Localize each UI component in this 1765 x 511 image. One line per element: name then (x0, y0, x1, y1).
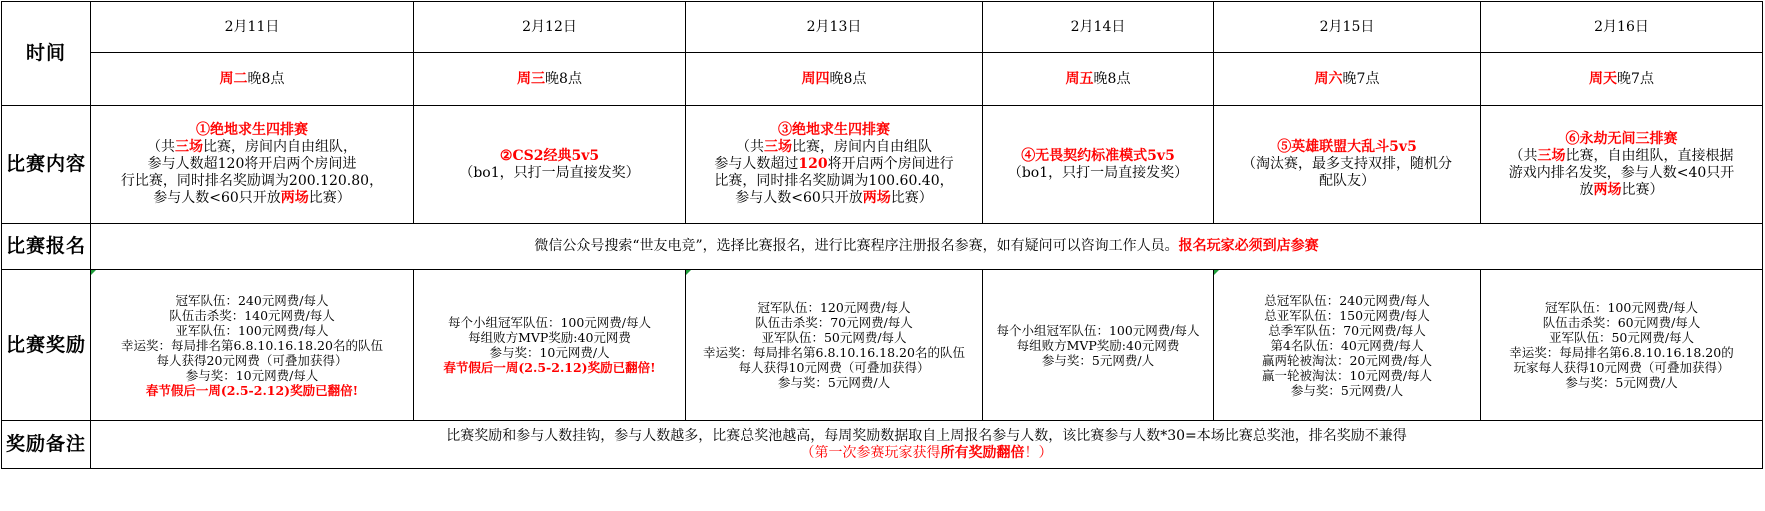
hour: 晚8点 (829, 70, 867, 87)
reward-line: 赢两轮被淘汰：20元网费/每人 (1261, 352, 1433, 368)
desc-highlight: 三场 (1537, 147, 1566, 164)
reward-line: 总季军队伍：70元网费/每人 (1268, 322, 1426, 338)
reward-line: 每人获得10元网费（可叠加获得） (738, 360, 930, 375)
date-cell: 2月14日 (983, 2, 1214, 53)
reward-line: 总亚军队伍：150元网费/每人 (1264, 307, 1430, 323)
match-title: ⑥永劫无间三排赛 (1565, 130, 1678, 147)
weekday: 周三 (517, 70, 546, 87)
desc-text: （共 (1509, 147, 1538, 164)
notes-line (93, 445, 1760, 462)
reward-line: 幸运奖：每局排名第6.8.10.16.18.20名的队伍 (121, 337, 383, 353)
hour: 晚7点 (1342, 70, 1380, 87)
desc-highlight: 120 (798, 156, 828, 172)
date-cell: 2月13日 (686, 2, 983, 53)
notes-cell (91, 421, 1763, 469)
reward-line: 每组败方MVP奖励:40元网费 (1016, 337, 1180, 353)
reward-line: 参与奖：5元网费/人 (1565, 375, 1678, 390)
hour: 晚8点 (1093, 70, 1131, 87)
reward-line: 参与奖：5元网费/人 (777, 375, 891, 390)
desc-text: 参与人数<60只开放 (735, 190, 863, 206)
desc-text: 比赛，房间内自由组队 (792, 139, 932, 155)
date-cell: 2月11日 (91, 2, 414, 53)
reward-line: 冠军队伍：120元网费/每人 (757, 300, 911, 315)
notes-text: ！） (1024, 444, 1053, 461)
content-cell (414, 106, 686, 224)
desc-text: 比赛） (890, 190, 933, 206)
time-cell (1214, 53, 1481, 106)
reward-cell (1214, 270, 1481, 421)
match-title: ⑤英雄联盟大乱斗5v5 (1277, 139, 1417, 155)
reward-line: 队伍击杀奖：70元网费/每人 (755, 315, 913, 330)
signup-text: 微信公众号搜索“世友电竞”，选择比赛报名，进行比赛程序注册报名参赛，如有疑问可以咨询工作人员。 (534, 238, 1179, 254)
reward-line: 冠军队伍：240元网费/每人 (175, 292, 329, 308)
notes-row (2, 421, 1763, 469)
desc-line (1483, 148, 1760, 165)
reward-cell (414, 270, 686, 421)
time-cell (1481, 53, 1763, 106)
desc-line: 游戏内排名发奖，参与人数<40只开 (1508, 164, 1735, 181)
notes-line: 比赛奖励和参与人数挂钩，参与人数越多，比赛总奖池越高，每周奖励数据取自上周报名参与人数，该比赛参与人数*30=本场比赛总奖池，排名奖励不兼得 (446, 427, 1407, 444)
reward-cell (1481, 270, 1763, 421)
date-cell: 2月12日 (414, 2, 686, 53)
desc-line: （淘汰赛，最多支持双排，随机分 (1242, 156, 1452, 172)
signup-label: 比赛报名 (2, 224, 91, 270)
signup-cell (91, 224, 1763, 270)
hour: 晚8点 (545, 70, 582, 87)
match-title: ④无畏契约标准模式5v5 (1021, 147, 1175, 164)
date-cell: 2月16日 (1481, 2, 1763, 53)
match-title: ②CS2经典5v5 (499, 147, 600, 164)
desc-text: 放 (1579, 181, 1594, 198)
reward-cell (686, 270, 983, 421)
reward-line: 亚军队伍：50元网费/每人 (1548, 330, 1695, 345)
content-row (2, 106, 1763, 224)
weekday: 周二 (219, 70, 248, 87)
weekday: 周六 (1314, 70, 1343, 87)
reward-line: 冠军队伍：100元网费/每人 (1544, 300, 1699, 315)
reward-line: 参与奖：5元网费/人 (1041, 352, 1155, 368)
match-title: ③绝地求生四排赛 (778, 122, 890, 138)
reward-line: 亚军队伍：50元网费/每人 (761, 330, 907, 345)
reward-line: 每个小组冠军队伍：100元网费/每人 (996, 322, 1200, 338)
desc-line: （bo1，只打一局直接发奖） (1007, 164, 1189, 181)
rewards-row (2, 270, 1763, 421)
reward-line: 玩家每人获得10元网费（可叠加获得） (1513, 360, 1730, 375)
desc-line (93, 139, 411, 156)
match-title: ①绝地求生四排赛 (196, 122, 308, 138)
desc-highlight: 三场 (764, 139, 792, 155)
reward-line: 赢一轮被淘汰：10元网费/每人 (1261, 367, 1433, 383)
desc-line (688, 190, 980, 207)
desc-line (688, 156, 980, 173)
desc-highlight: 三场 (175, 139, 203, 155)
hour: 晚7点 (1617, 70, 1654, 87)
desc-line: 参与人数超120将开启两个房间进 (147, 156, 357, 172)
reward-bonus-note: 春节假后一周(2.5-2.12)奖励已翻倍! (443, 360, 656, 375)
weekday: 周四 (801, 70, 830, 87)
content-label: 比赛内容 (2, 106, 91, 224)
desc-text: （共 (736, 139, 764, 155)
time-cell (91, 53, 414, 106)
signup-row (2, 224, 1763, 270)
desc-highlight: 两场 (280, 190, 309, 206)
notes-label: 奖励备注 (2, 421, 91, 469)
desc-line (688, 139, 980, 156)
reward-cell (91, 270, 414, 421)
reward-bonus-note: 春节假后一周(2.5-2.12)奖励已翻倍! (145, 382, 359, 398)
desc-line (93, 190, 411, 207)
desc-highlight: 两场 (862, 190, 891, 206)
desc-text: 比赛，自由组队，直接根据 (1565, 147, 1734, 164)
signup-highlight: 报名玩家必须到店参赛 (1178, 238, 1319, 254)
hour: 晚8点 (247, 70, 285, 87)
reward-line: 每组败方MVP奖励:40元网费 (468, 330, 631, 345)
desc-line: 比赛，同时排名奖励调为100.60.40， (714, 173, 954, 189)
reward-line: 总冠军队伍：240元网费/每人 (1264, 292, 1430, 308)
reward-line: 亚军队伍：100元网费/每人 (175, 322, 329, 338)
content-cell (1481, 106, 1763, 224)
weekday: 周天 (1589, 70, 1618, 87)
desc-text: （共 (147, 139, 175, 155)
reward-line: 幸运奖：每局排名第6.8.10.16.18.20名的队伍 (703, 345, 965, 360)
notes-highlight: 所有奖励翻倍 (940, 444, 1025, 461)
reward-line: 幸运奖：每局排名第6.8.10.16.18.20的 (1509, 345, 1734, 360)
reward-line: 参与奖：5元网费/人 (1290, 382, 1404, 398)
date-cell: 2月15日 (1214, 2, 1481, 53)
schedule-table (1, 1, 1763, 469)
desc-line: 行比赛，同时排名奖励调为200.120.80， (120, 173, 384, 189)
time-cell (414, 53, 686, 106)
weekday: 周五 (1065, 70, 1094, 87)
desc-text: 比赛） (308, 190, 351, 206)
reward-line: 第4名队伍：40元网费/每人 (1270, 337, 1424, 353)
desc-text: 比赛） (1621, 181, 1664, 198)
content-cell (686, 106, 983, 224)
dates-row (2, 2, 1763, 53)
desc-line (1483, 182, 1760, 199)
content-cell (1214, 106, 1481, 224)
desc-line: （bo1，只打一局直接发奖） (459, 164, 640, 181)
reward-line: 每个小组冠军队伍：100元网费/每人 (447, 315, 652, 330)
time-label: 时间 (2, 2, 91, 106)
time-cell (983, 53, 1214, 106)
content-cell (91, 106, 414, 224)
content-cell (983, 106, 1214, 224)
reward-line: 参与奖：10元网费/每人 (185, 367, 319, 383)
desc-text: 将开启两个房间进行 (827, 156, 954, 172)
reward-line: 队伍击杀奖：140元网费/每人 (169, 307, 335, 323)
rewards-label: 比赛奖励 (2, 270, 91, 421)
desc-line: 配队友） (1319, 173, 1375, 189)
times-row (2, 53, 1763, 106)
desc-text: 参与人数<60只开放 (153, 190, 281, 206)
reward-line: 参与奖：10元网费/人 (489, 345, 610, 360)
reward-line: 队伍击杀奖：60元网费/每人 (1542, 315, 1701, 330)
reward-line: 每人获得20元网费（可叠加获得） (156, 352, 348, 368)
desc-highlight: 两场 (1593, 181, 1622, 198)
notes-text: （第一次参赛玩家获得 (800, 444, 941, 461)
desc-text: 比赛，房间内自由组队， (203, 139, 357, 155)
desc-text: 参与人数超过 (714, 156, 799, 172)
reward-cell (983, 270, 1214, 421)
time-cell (686, 53, 983, 106)
